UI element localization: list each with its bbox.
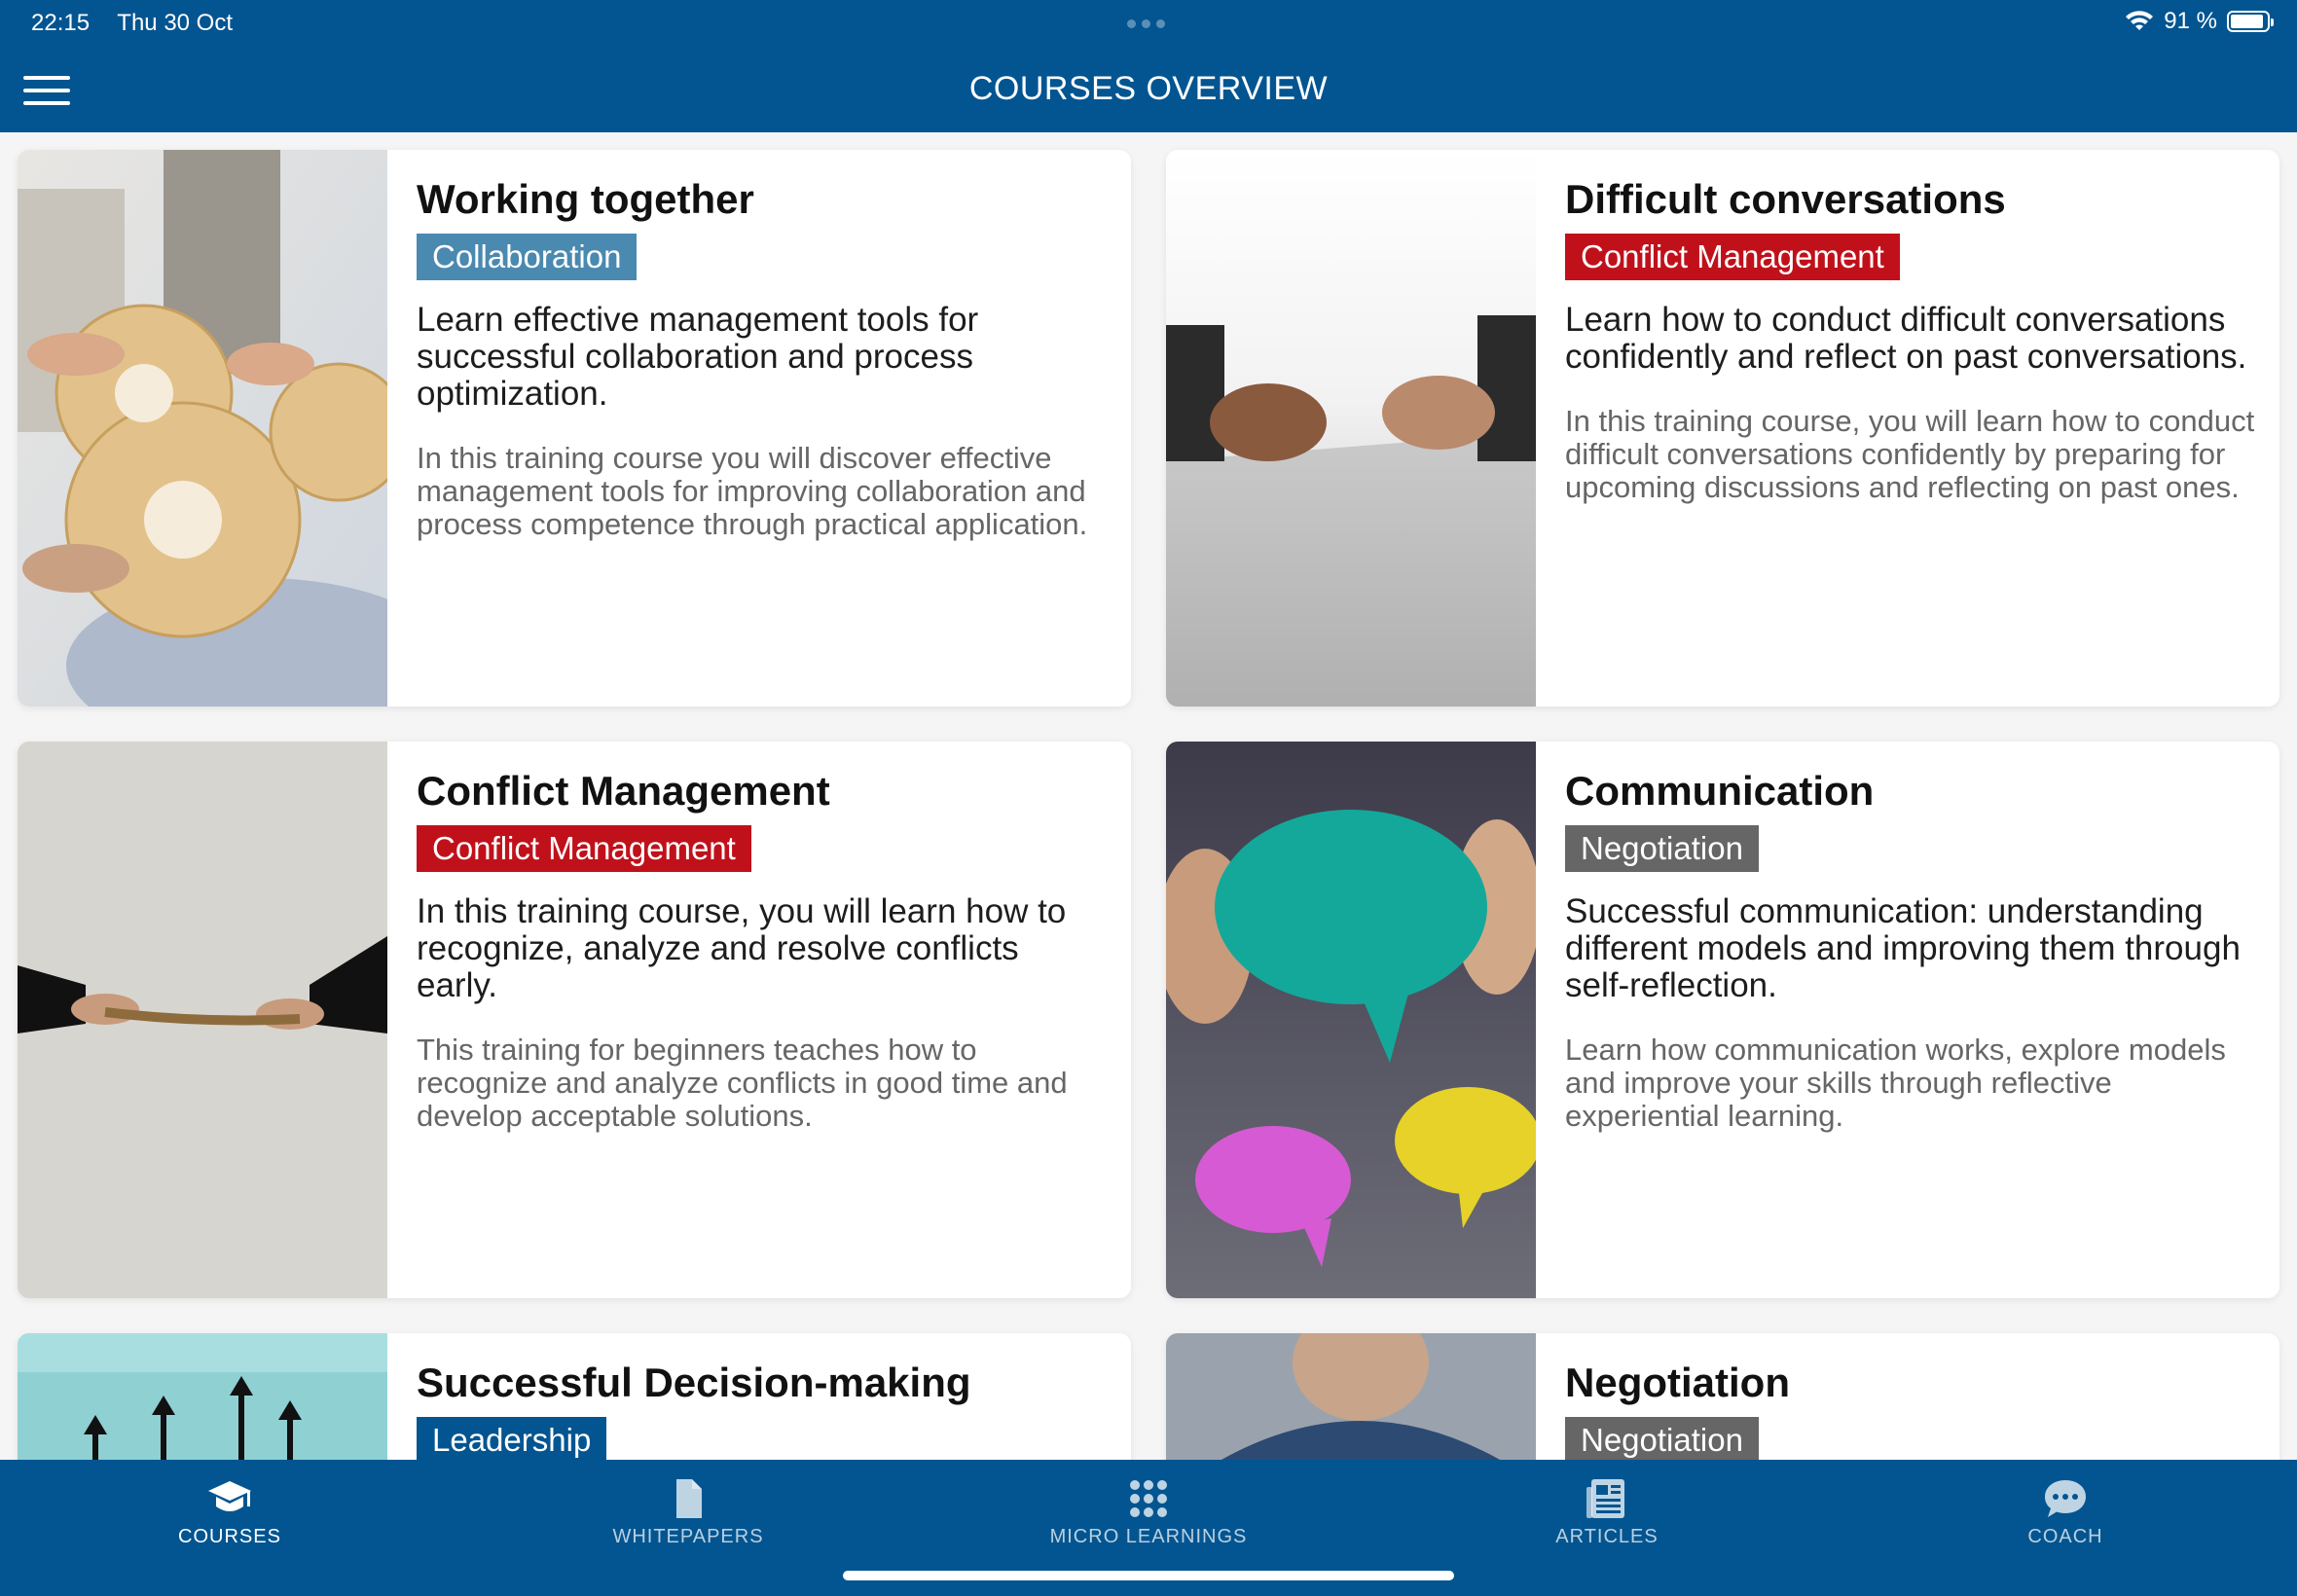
status-time: 22:15 xyxy=(31,10,91,36)
tab-micro-learnings[interactable] xyxy=(1003,1477,1294,1548)
course-image-handshake-table xyxy=(1166,150,1536,707)
course-lead: In this training course, you will learn how to recognize, analyze and resolve conflicts early. xyxy=(417,891,1067,1004)
tab-label: COURSES xyxy=(178,1526,281,1547)
status-date: Thu 30 Oct xyxy=(117,10,234,36)
course-lead: Learn effective management tools for successful collaboration and process optimization. xyxy=(417,300,979,413)
multitasking-dots[interactable] xyxy=(1127,19,1170,27)
course-description: In this training course, you will learn how to conduct difficult conversations confidently by preparing for upcoming discussions and reflecting on past ones. xyxy=(1565,403,2255,504)
battery-level xyxy=(2231,15,2263,28)
home-indicator[interactable] xyxy=(843,1571,1454,1580)
course-title: Conflict Management xyxy=(417,768,830,814)
course-title: Negotiation xyxy=(1565,1360,1790,1405)
course-body xyxy=(1565,175,2256,504)
course-tag: Collaboration xyxy=(417,234,637,280)
page-title: COURSES OVERVIEW xyxy=(968,70,1329,107)
tab-courses[interactable] xyxy=(84,1477,376,1548)
status-bar-right xyxy=(2125,8,2270,35)
battery-icon xyxy=(2227,11,2270,32)
course-tag: Conflict Management xyxy=(1565,234,1900,280)
course-image-person xyxy=(1166,1333,1536,1460)
battery-percentage: 91 % xyxy=(2164,8,2217,34)
chat-bubble-icon xyxy=(2042,1477,2089,1520)
course-card-successful-decision-making[interactable] xyxy=(18,1333,1131,1460)
document-icon xyxy=(665,1477,711,1520)
course-image-arrows xyxy=(18,1333,387,1460)
course-description: Learn how communication works, explore models and improve your skills through reflective experiential learning. xyxy=(1565,1032,2226,1133)
tab-label: WHITEPAPERS xyxy=(612,1526,764,1547)
course-description: This training for beginners teaches how to recognize and analyze conflicts in good time and develop acceptable solutions. xyxy=(417,1032,1068,1133)
graduation-cap-icon xyxy=(206,1477,253,1520)
course-list[interactable] xyxy=(0,132,2297,1460)
top-bar xyxy=(0,0,2297,132)
course-tag: Leadership xyxy=(417,1417,606,1460)
course-lead: Learn how to conduct difficult conversations confidently and reflect on past conversations. xyxy=(1565,300,2247,376)
tab-articles[interactable] xyxy=(1461,1477,1753,1548)
tab-label: MICRO LEARNINGS xyxy=(1049,1526,1248,1547)
course-description: In this training course you will discover effective management tools for improving collaboration and process competence through practical application. xyxy=(417,440,1088,541)
course-body xyxy=(1565,767,2256,1133)
course-tag: Negotiation xyxy=(1565,825,1759,872)
course-card-working-together[interactable] xyxy=(18,150,1131,707)
course-card-difficult-conversations[interactable] xyxy=(1166,150,2279,707)
status-bar-left xyxy=(31,10,254,37)
course-tag: Negotiation xyxy=(1565,1417,1759,1460)
wifi-icon xyxy=(2125,11,2154,32)
tab-coach[interactable] xyxy=(1919,1477,2211,1548)
course-title: Working together xyxy=(417,176,754,222)
course-card-conflict-management[interactable] xyxy=(18,742,1131,1298)
course-body xyxy=(1565,1359,2256,1460)
course-title: Communication xyxy=(1565,768,1875,814)
course-lead: Successful communication: understanding different models and improving them through self-reflection. xyxy=(1565,891,2241,1004)
newspaper-icon xyxy=(1584,1477,1630,1520)
course-body xyxy=(417,175,1108,541)
course-tag: Conflict Management xyxy=(417,825,751,872)
course-card-negotiation[interactable] xyxy=(1166,1333,2279,1460)
grid-icon xyxy=(1125,1477,1172,1520)
tab-whitepapers[interactable] xyxy=(542,1477,834,1548)
course-title: Difficult conversations xyxy=(1565,176,2006,222)
course-body xyxy=(417,767,1108,1133)
tab-label: COACH xyxy=(2027,1526,2103,1547)
course-card-communication[interactable] xyxy=(1166,742,2279,1298)
course-image-gears xyxy=(18,150,387,707)
course-body xyxy=(417,1359,1108,1460)
tab-label: ARTICLES xyxy=(1555,1526,1659,1547)
course-image-speech-bubbles xyxy=(1166,742,1536,1298)
course-image-tug-of-war xyxy=(18,742,387,1298)
course-title: Successful Decision-making xyxy=(417,1360,971,1405)
